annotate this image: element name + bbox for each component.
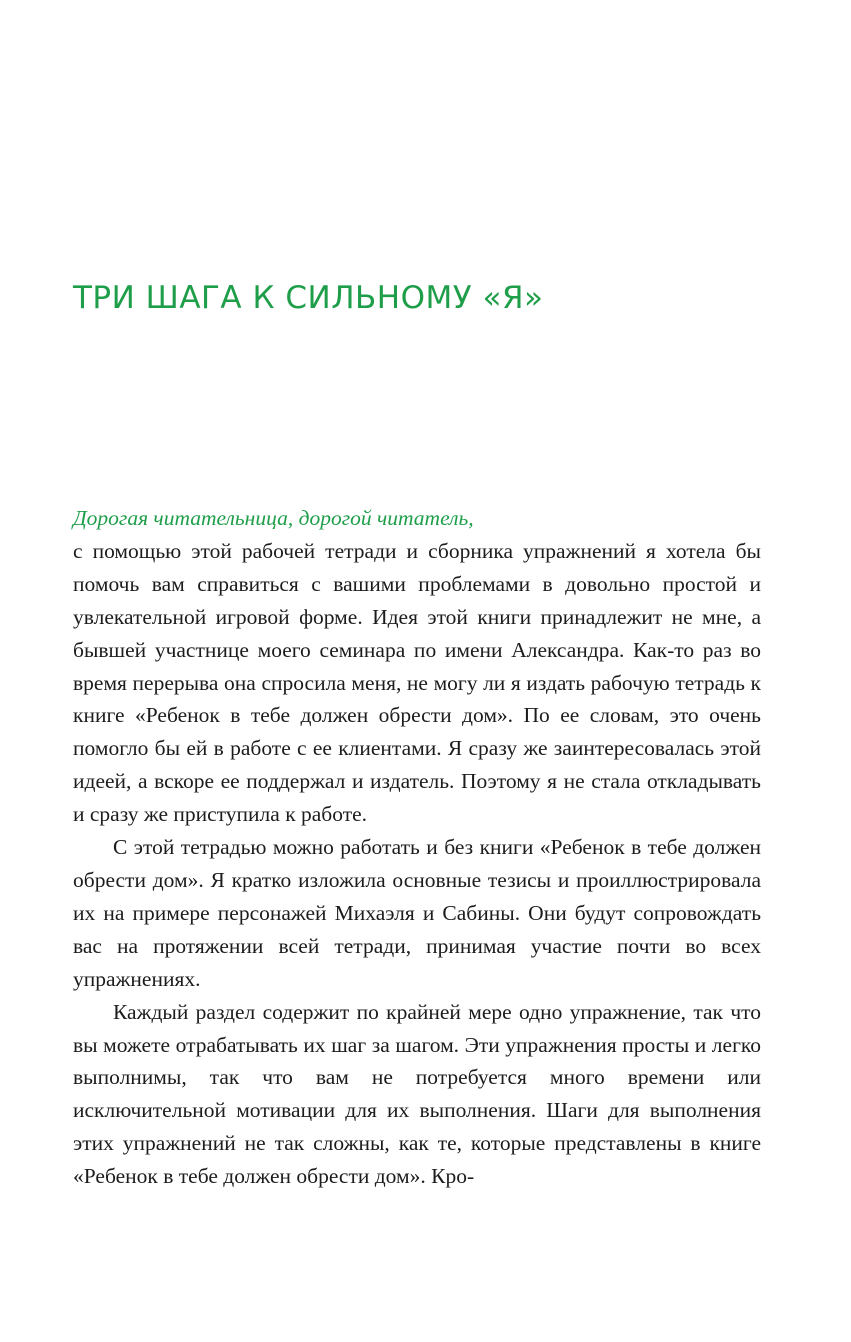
- paragraph-3: Каждый раздел содержит по крайней мере одно упражнение, так что вы можете отрабатывать их шаг за шагом. Эти упражнения просты и легко выполнимы, так что вам не потребуется много времени или исключительной мотивации для их выполнения. Шаги для выполнения этих упражнений не так сложны, как те, которые представлены в книге «Ребенок в тебе должен обрести дом». Кро-: [73, 999, 761, 1189]
- paragraph-1: с помощью этой рабочей тетради и сборника упражнений я хотела бы помочь вам справиться с вашими проблемами в довольно простой и увлекательной игровой форме. Идея этой книги принадлежит не мне, а бывшей участнице моего семинара по имени Александра. Как-то раз во время перерыва она спросила меня, не могу ли я издать рабочую тетрадь к книге «Ребенок в тебе должен обрести дом». По ее словам, это очень помогло бы ей в работе с ее клиентами. Я сразу же заинтересовалась этой идеей, а вскоре ее поддержал и издатель. Поэтому я не стала откладывать и сразу же приступила к работе.: [73, 538, 761, 827]
- chapter-title: ТРИ ШАГА К СИЛЬНОМУ «Я»: [73, 280, 544, 316]
- body-text: [73, 502, 761, 1193]
- paragraph-2: С этой тетрадью можно работать и без книги «Ребенок в тебе должен обрести дом». Я кратко изложила основные тезисы и проиллюстрировала их на примере персонажей Михаэля и Сабины. Они будут сопровождать вас на протяжении всей тетради, принимая участие почти во всех упражнениях.: [73, 835, 761, 991]
- salutation: Дорогая читательница, дорогой читатель,: [73, 506, 474, 530]
